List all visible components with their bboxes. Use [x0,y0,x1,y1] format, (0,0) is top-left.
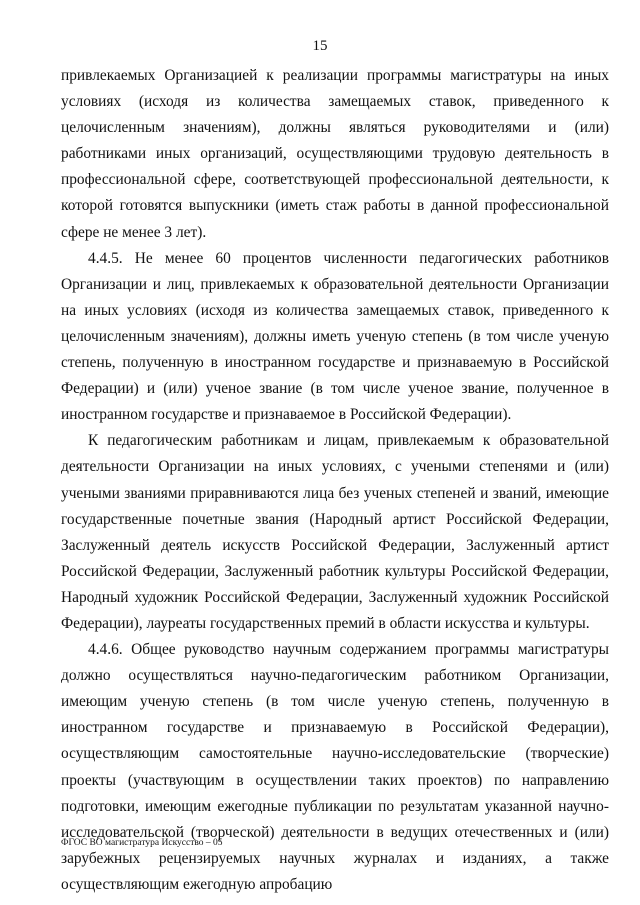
paragraph-honorary-titles: К педагогическим работникам и лицам, привлекаемым к образовательной деятельности Организации на иных условиях, с учеными степенями и (или) учеными званиями приравниваются лица без ученых степеней и званий, имеющие государственные почетные звания (Народный артист Российской Федерации, Заслуженный деятель искусств Российской Федерации, Заслуженный артист Российской Федерации, Заслуженный работник культуры Российской Федерации, Народный художник Российской Федерации, Заслуженный художник Российской Федерации), лауреаты государственных премий в области искусства и культуры. [61,432,609,632]
document-body [61,63,609,898]
paragraph-4-4-6: 4.4.6. Общее руководство научным содержанием программы магистратуры должно осуществляться научно-педагогическим работником Организации, имеющим ученую степень (в том числе ученую степень, полученную в иностранном государстве и признаваемую в Российской Федерации), осуществляющим самостоятельные научно-исследовательские (творческие) проекты (участвующим в осуществлении таких проектов) по направлению подготовки, имеющим ежегодные публикации по результатам указанной научно-исследовательской (творческой) деятельности в ведущих отечественных и (или) зарубежных рецензируемых научных журналах и изданиях, а также осуществляющим ежегодную апробацию [61,641,609,893]
paragraph-continuation: привлекаемых Организацией к реализации программы магистратуры на иных условиях (исходя из количества замещаемых ставок, приведенного к целочисленным значениям), должны являться руководителями и (или) работниками иных организаций, осуществляющими трудовую деятельность в профессиональной сфере, соответствующей профессиональной деятельности, к которой готовятся выпускники (иметь стаж работы в данной профессиональной сфере не менее 3 лет). [61,67,609,241]
document-footer: ФГОС ВО магистратура Искусство – 05 [61,838,223,848]
page-number: 15 [312,38,328,54]
paragraph-4-4-5: 4.4.5. Не менее 60 процентов численности педагогических работников Организации и лиц, привлекаемых к образовательной деятельности Организации на иных условиях (исходя из количества замещаемых ставок, приведенного к целочисленным значениям), должны иметь ученую степень (в том числе ученую степень, полученную в иностранном государстве и признаваемую в Российской Федерации) и (или) ученое звание (в том числе ученое звание, полученное в иностранном государстве и признаваемое в Российской Федерации). [61,249,609,424]
